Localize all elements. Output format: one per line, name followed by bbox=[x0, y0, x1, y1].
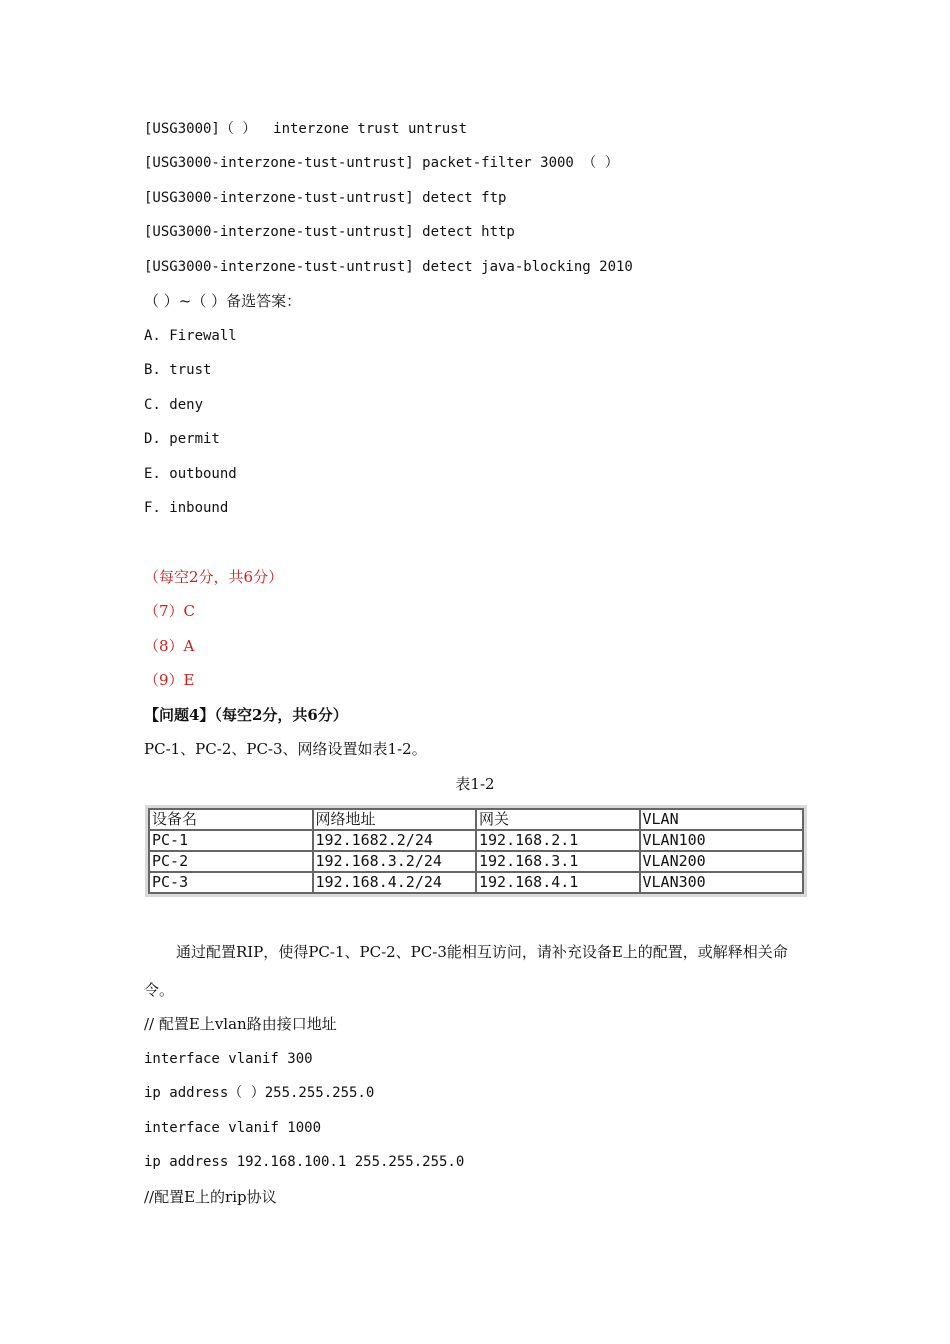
network-settings-table bbox=[148, 808, 804, 894]
question-4-intro: PC-1、PC-2、PC-3、网络设置如表1-2。 bbox=[144, 740, 427, 758]
code-ip-address-blank: ip address（ ）255.255.255.0 bbox=[144, 1085, 375, 1101]
config-line-1: [USG3000]（ ） interzone trust untrust bbox=[144, 121, 468, 137]
code-interface-1000: interface vlanif 1000 bbox=[144, 1120, 322, 1136]
table-row bbox=[149, 851, 803, 872]
option-b: B. trust bbox=[144, 362, 212, 378]
table-cell: VLAN300 bbox=[640, 872, 804, 893]
table-header-cell: 设备名 bbox=[149, 809, 313, 830]
option-c: C. deny bbox=[144, 397, 204, 413]
code-interface-300: interface vlanif 300 bbox=[144, 1051, 313, 1067]
option-e: E. outbound bbox=[144, 466, 237, 482]
table-row bbox=[149, 830, 803, 851]
table-cell: PC-3 bbox=[149, 872, 313, 893]
answer-9: （9）E bbox=[144, 671, 195, 689]
answer-score-note: （每空2分，共6分） bbox=[144, 568, 284, 586]
table-cell: VLAN200 bbox=[640, 851, 804, 872]
question-4-heading: 【问题4】（每空2分，共6分） bbox=[144, 706, 348, 724]
option-a: A. Firewall bbox=[144, 328, 237, 344]
config-line-2: [USG3000-interzone-tust-untrust] packet-filter 3000 （ ） bbox=[144, 155, 619, 171]
code-comment-vlan: // 配置E上vlan路由接口地址 bbox=[144, 1015, 337, 1033]
question-4-paragraph: 通过配置RIP，使得PC-1、PC-2、PC-3能相互访问，请补充设备E上的配置，或解释相关命令。 bbox=[144, 943, 788, 999]
table-cell: 192.168.2.1 bbox=[476, 830, 640, 851]
options-header: （ ）~（ ）备选答案： bbox=[144, 292, 302, 310]
table-caption: 表1-2 bbox=[455, 775, 495, 793]
table-cell: VLAN100 bbox=[640, 830, 804, 851]
table-cell: 192.1682.2/24 bbox=[313, 830, 477, 851]
answer-8: （8）A bbox=[144, 637, 195, 655]
table-cell: 192.168.3.2/24 bbox=[313, 851, 477, 872]
code-comment-rip: //配置E上的rip协议 bbox=[144, 1188, 277, 1206]
table-header-cell: 网络地址 bbox=[313, 809, 477, 830]
table-cell: 192.168.4.1 bbox=[476, 872, 640, 893]
table-cell: 192.168.3.1 bbox=[476, 851, 640, 872]
option-f: F. inbound bbox=[144, 500, 229, 516]
table-header-cell: VLAN bbox=[640, 809, 804, 830]
config-line-3: [USG3000-interzone-tust-untrust] detect ftp bbox=[144, 190, 507, 206]
option-d: D. permit bbox=[144, 431, 220, 447]
config-line-5: [USG3000-interzone-tust-untrust] detect java-blocking 2010 bbox=[144, 259, 633, 275]
table-header-row bbox=[149, 809, 803, 830]
table-cell: PC-2 bbox=[149, 851, 313, 872]
answer-7: （7）C bbox=[144, 602, 196, 620]
table-header-cell: 网关 bbox=[476, 809, 640, 830]
code-ip-address-100: ip address 192.168.100.1 255.255.255.0 bbox=[144, 1154, 465, 1170]
table-row bbox=[149, 872, 803, 893]
config-line-4: [USG3000-interzone-tust-untrust] detect http bbox=[144, 224, 515, 240]
table-cell: PC-1 bbox=[149, 830, 313, 851]
table-cell: 192.168.4.2/24 bbox=[313, 872, 477, 893]
